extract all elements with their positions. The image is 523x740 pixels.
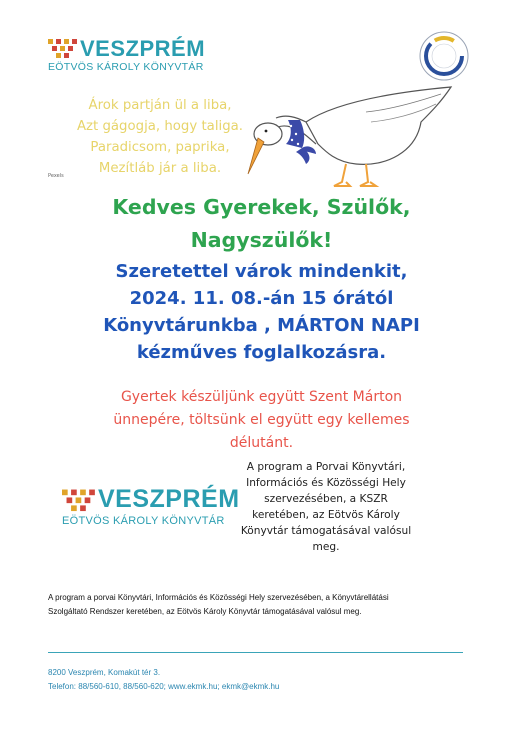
invitation-line: kézműves foglalkozásra. [136, 342, 387, 363]
invitation-line: Szeretettel várok mindenkit, [115, 261, 408, 282]
sponsor-line: keretében, az Eötvös Károly [252, 509, 400, 521]
invitation-line: Könyvtárunkba , MÁRTON NAPI [103, 315, 420, 336]
footer-address: 8200 Veszprém, Komakút tér 3. [48, 668, 161, 677]
sponsor-note [226, 459, 426, 555]
library-logo [48, 37, 248, 75]
logo-name: VESZPRÉM [80, 36, 206, 61]
footer-divider [48, 652, 463, 653]
invitation-red-line: Gyertek készüljünk együtt Szent Márton [120, 389, 403, 405]
image-credit: Pexels [48, 173, 64, 179]
greeting-line-1: Kedves Gyerekek, Szülők, [112, 195, 411, 219]
poem-line: Mezítláb jár a liba. [98, 161, 222, 176]
goose-illustration [246, 82, 460, 194]
poem [60, 95, 260, 179]
library-logo-secondary [62, 487, 242, 527]
sponsor-line: szervezésében, a KSZR [264, 493, 388, 505]
logo-subtitle: EÖTVÖS KÁROLY KÖNYVTÁR [48, 61, 204, 73]
invitation [0, 258, 523, 366]
crown-icon [48, 39, 78, 61]
footnote-line: Szolgáltató Rendszer keretében, az Eötvös Károly Könyvtár támogatásával valósul meg. [48, 607, 362, 616]
invitation-line: 2024. 11. 08.-án 15 órától [129, 288, 394, 309]
logo-name: VESZPRÉM [98, 485, 240, 513]
invitation-red-line: ünnepére, töltsünk el együtt egy kellemes [113, 412, 410, 428]
poem-line: Árok partján ül a liba, [88, 98, 232, 113]
footer-contact-info[interactable]: Telefon: 88/560-610, 88/560-620; www.ekmk.hu; ekmk@ekmk.hu [48, 682, 280, 691]
footnote [48, 591, 478, 619]
invitation-red-line: délutánt. [229, 435, 294, 451]
sponsor-line: meg. [312, 541, 340, 553]
logo-subtitle: EÖTVÖS KÁROLY KÖNYVTÁR [62, 515, 225, 527]
seal-icon [418, 30, 470, 82]
poem-line: Paradicsom, paprika, [90, 140, 230, 155]
sponsor-line: Könyvtár támogatásával valósul [240, 525, 412, 537]
sponsor-line: A program a Porvai Könyvtári, [246, 461, 406, 473]
greeting-line-2: Nagyszülők! [190, 228, 333, 252]
footer-contact [48, 666, 279, 694]
sponsor-line: Információs és Közösségi Hely [246, 477, 406, 489]
poem-line: Azt gágogja, hogy taliga. [76, 119, 244, 134]
crown-icon [62, 489, 96, 515]
footnote-line: A program a porvai Könyvtári, Információs és Közösségi Hely szervezésében, a Könyvtárellátási [48, 593, 389, 602]
invitation-red [0, 386, 523, 455]
